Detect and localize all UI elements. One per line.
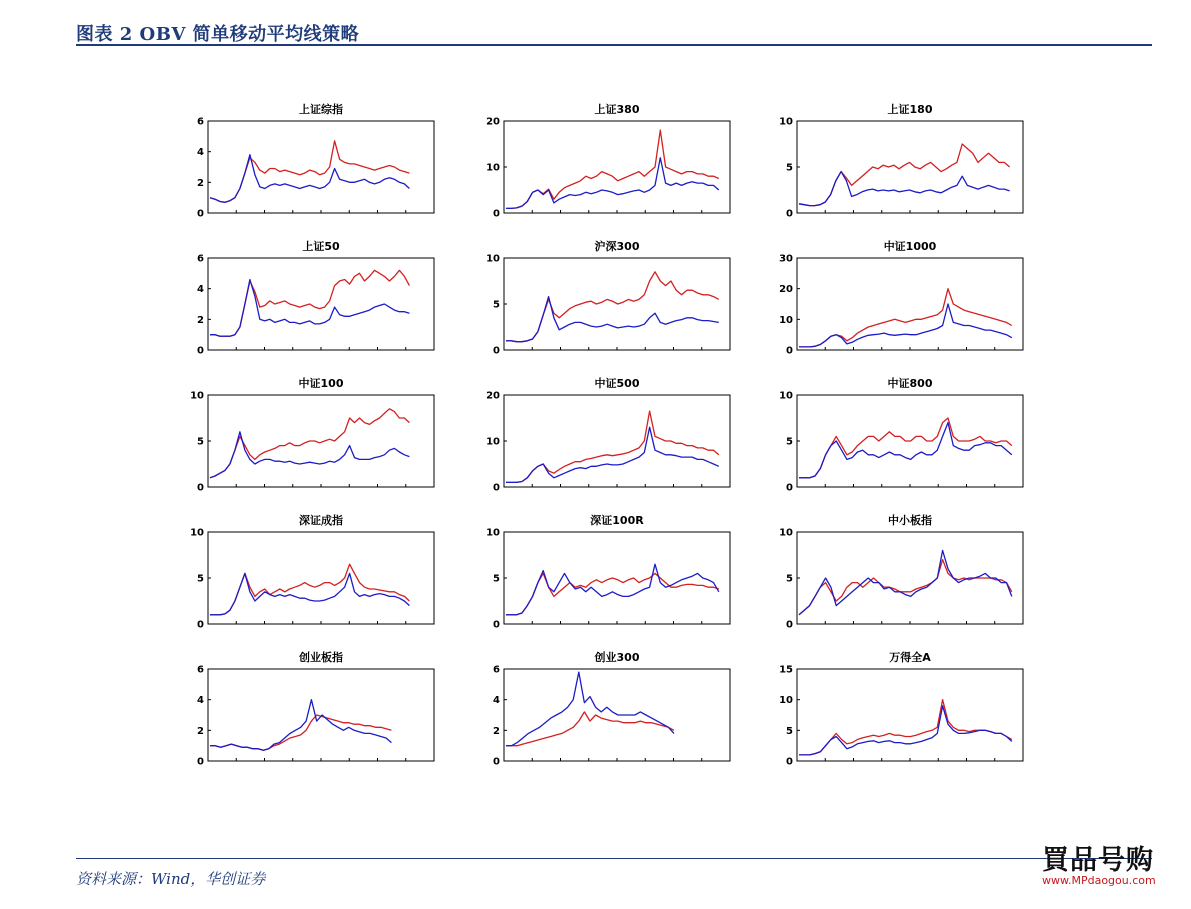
y-tick-label: 0 [197,756,204,768]
y-tick-label: 2 [197,314,204,326]
y-tick-label: 10 [779,695,793,707]
chart-panel [486,513,730,631]
plot-frame [208,121,434,213]
y-tick-label: 0 [197,482,204,494]
y-tick-label: 10 [779,527,793,539]
chart-title: 深证100R [590,514,644,527]
y-tick-label: 0 [786,482,793,494]
source-note: 资料来源：Wind，华创证券 [76,870,266,888]
watermark-url: www.MPdaogou.com [1042,874,1156,887]
blue-line [506,297,719,342]
y-tick-label: 0 [493,208,500,220]
y-tick-label: 0 [786,619,793,631]
y-tick-label: 10 [190,390,204,402]
chart-panel [779,650,1023,768]
y-tick-label: 4 [197,147,204,159]
figure-title: 图表 2 OBV 简单移动平均线策略 [76,24,360,45]
plot-frame [504,121,730,213]
y-tick-label: 10 [779,116,793,128]
chart-panel [197,650,434,768]
chart-title: 上证380 [594,103,640,116]
blue-line [506,158,719,209]
y-tick-label: 20 [486,390,500,402]
y-tick-label: 10 [486,436,500,448]
chart-title: 中证800 [887,377,933,390]
y-tick-label: 6 [197,664,204,676]
chart-panel [779,513,1023,631]
y-tick-label: 5 [786,436,793,448]
y-tick-label: 0 [493,482,500,494]
y-tick-label: 10 [486,253,500,265]
y-tick-label: 6 [197,116,204,128]
y-tick-label: 5 [197,573,204,585]
blue-line [799,550,1012,614]
chart-title: 创业板指 [299,651,343,664]
blue-line [799,423,1012,478]
y-tick-label: 10 [486,527,500,539]
y-tick-label: 2 [197,177,204,189]
blue-line [210,155,409,203]
y-tick-label: 0 [786,756,793,768]
watermark-logo [1036,838,1176,898]
chart-panel [779,239,1023,357]
y-tick-label: 6 [197,253,204,265]
blue-line [799,706,1012,755]
blue-line [506,427,719,482]
y-tick-label: 4 [493,695,500,707]
red-line [210,409,409,478]
y-tick-label: 20 [779,284,793,296]
blue-line [210,573,409,614]
chart-panel [779,376,1023,494]
plot-frame [797,669,1023,761]
chart-panel [190,376,434,494]
y-tick-label: 2 [197,725,204,737]
y-tick-label: 5 [786,725,793,737]
y-tick-label: 2 [493,725,500,737]
red-line [799,144,1010,206]
chart-title: 上证50 [302,240,340,253]
y-tick-label: 0 [786,208,793,220]
chart-title: 中证100 [298,377,344,390]
chart-title: 中证1000 [883,240,937,253]
red-line [506,130,719,208]
y-tick-label: 6 [493,664,500,676]
y-tick-label: 0 [197,345,204,357]
y-tick-label: 0 [493,756,500,768]
plot-frame [504,395,730,487]
y-tick-label: 5 [493,299,500,311]
chart-title: 上证180 [887,103,933,116]
red-line [799,700,1012,755]
chart-panel [779,102,1023,220]
red-line [799,418,1012,478]
chart-title: 沪深300 [594,240,640,253]
footer-divider [76,858,1152,859]
chart-title: 创业300 [594,651,640,664]
plot-frame [797,121,1023,213]
y-tick-label: 4 [197,695,204,707]
y-tick-label: 5 [493,573,500,585]
y-tick-label: 10 [190,527,204,539]
red-line [506,411,719,482]
chart-panel [197,102,434,220]
red-line [210,564,409,615]
blue-line [210,280,409,337]
red-line [799,289,1012,347]
y-tick-label: 5 [786,573,793,585]
y-tick-label: 20 [486,116,500,128]
plot-frame [504,532,730,624]
y-tick-label: 0 [786,345,793,357]
blue-line [210,432,409,478]
y-tick-label: 10 [779,314,793,326]
chart-title: 中证500 [594,377,640,390]
chart-panel [197,239,434,357]
y-tick-label: 4 [197,284,204,296]
chart-panel [486,102,730,220]
y-tick-label: 30 [779,253,793,265]
plot-frame [208,532,434,624]
watermark-name: 買品号购 [1042,845,1154,876]
y-tick-label: 0 [493,345,500,357]
chart-title: 上证综指 [299,103,343,116]
chart-panel [486,239,730,357]
chart-title: 中小板指 [888,514,932,527]
y-tick-label: 0 [197,208,204,220]
y-tick-label: 0 [493,619,500,631]
y-tick-label: 10 [779,390,793,402]
chart-panel [486,376,730,494]
blue-line [799,172,1010,206]
chart-title: 万得全A [889,651,931,664]
y-tick-label: 10 [486,162,500,174]
red-line [506,573,719,614]
chart-title: 深证成指 [299,514,343,527]
chart-panel [493,650,730,768]
blue-line [799,304,1012,347]
blue-line [506,564,719,615]
y-tick-label: 5 [786,162,793,174]
y-tick-label: 0 [197,619,204,631]
chart-panel [190,513,434,631]
y-tick-label: 15 [779,664,793,676]
blue-line [506,672,674,746]
y-tick-label: 5 [197,436,204,448]
red-line [210,141,409,202]
